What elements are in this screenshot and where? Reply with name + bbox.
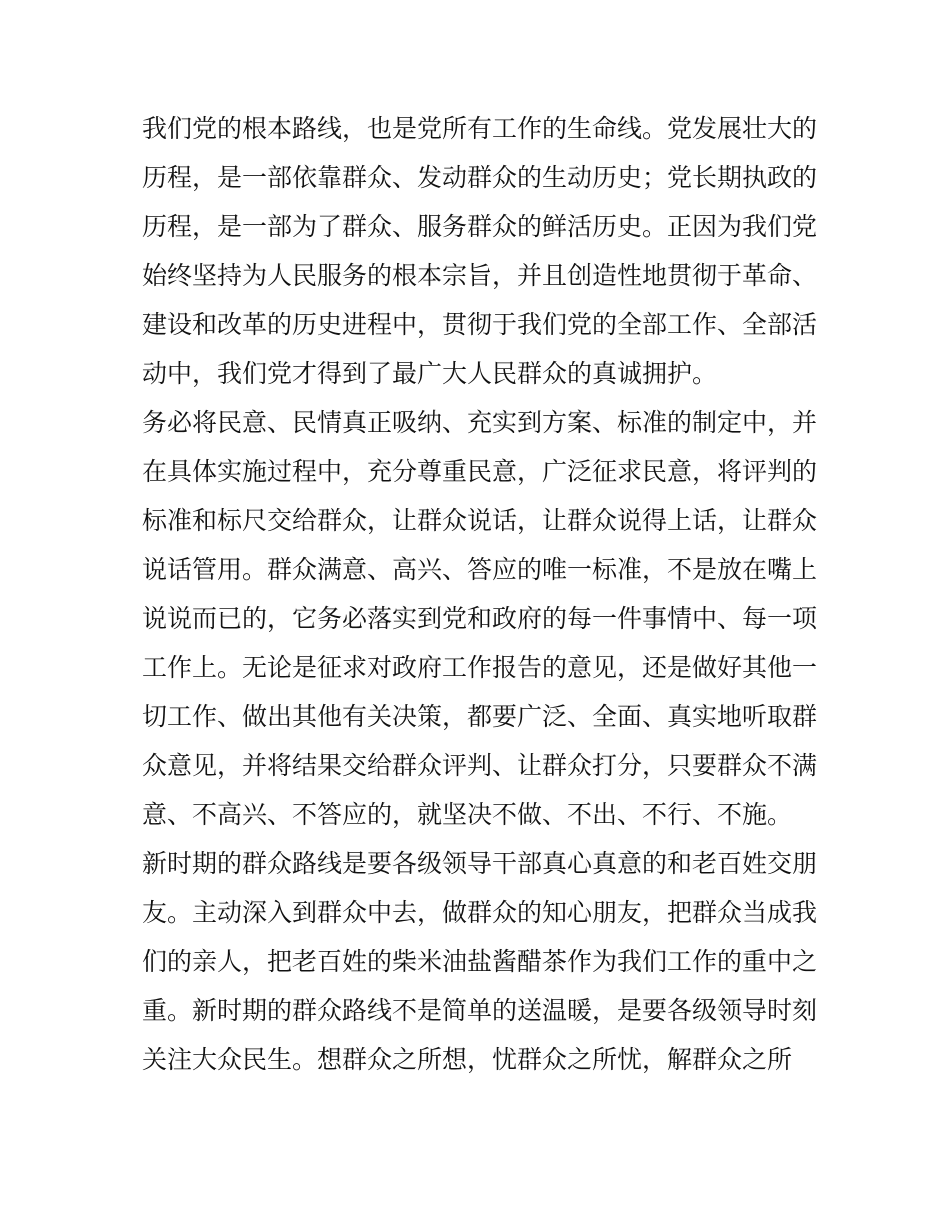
text-line: 意、不高兴、不答应的，就坚决不做、不出、不行、不施。 [142, 800, 793, 829]
text-line: 历程，是一部依靠群众、发动群众的生动历史；党长期执政的 [142, 163, 818, 192]
text-line: 新时期的群众路线是要各级领导干部真心真意的和老百姓交朋 [142, 849, 818, 878]
body-text [142, 104, 832, 1084]
text-line: 动中，我们党才得到了最广大人民群众的真诚拥护。 [142, 359, 718, 388]
text-line: 切工作、做出其他有关决策，都要广泛、全面、真实地听取群 [142, 702, 818, 731]
text-line: 众意见，并将结果交给群众评判、让群众打分，只要群众不满 [142, 751, 818, 780]
text-line: 重。新时期的群众路线不是简单的送温暖，是要各级领导时刻 [142, 996, 818, 1025]
text-line: 历程，是一部为了群众、服务群众的鲜活历史。正因为我们党 [142, 212, 818, 241]
text-line: 说话管用。群众满意、高兴、答应的唯一标准，不是放在嘴上 [142, 555, 818, 584]
text-line: 建设和改革的历史进程中，贯彻于我们党的全部工作、全部活 [142, 310, 818, 339]
text-line: 工作上。无论是征求对政府工作报告的意见，还是做好其他一 [142, 653, 818, 682]
text-line: 关注大众民生。想群众之所想，忧群众之所忧，解群众之所 [142, 1045, 793, 1074]
text-line: 友。主动深入到群众中去，做群众的知心朋友，把群众当成我 [142, 898, 818, 927]
text-line: 务必将民意、民情真正吸纳、充实到方案、标准的制定中，并 [142, 408, 818, 437]
text-line: 我们党的根本路线，也是党所有工作的生命线。党发展壮大的 [142, 114, 818, 143]
text-line: 始终坚持为人民服务的根本宗旨，并且创造性地贯彻于革命、 [142, 261, 818, 290]
text-line: 在具体实施过程中，充分尊重民意，广泛征求民意，将评判的 [142, 457, 818, 486]
text-line: 标准和标尺交给群众，让群众说话，让群众说得上话，让群众 [142, 506, 818, 535]
text-line: 们的亲人，把老百姓的柴米油盐酱醋茶作为我们工作的重中之 [142, 947, 818, 976]
text-line: 说说而已的，它务必落实到党和政府的每一件事情中、每一项 [142, 604, 818, 633]
